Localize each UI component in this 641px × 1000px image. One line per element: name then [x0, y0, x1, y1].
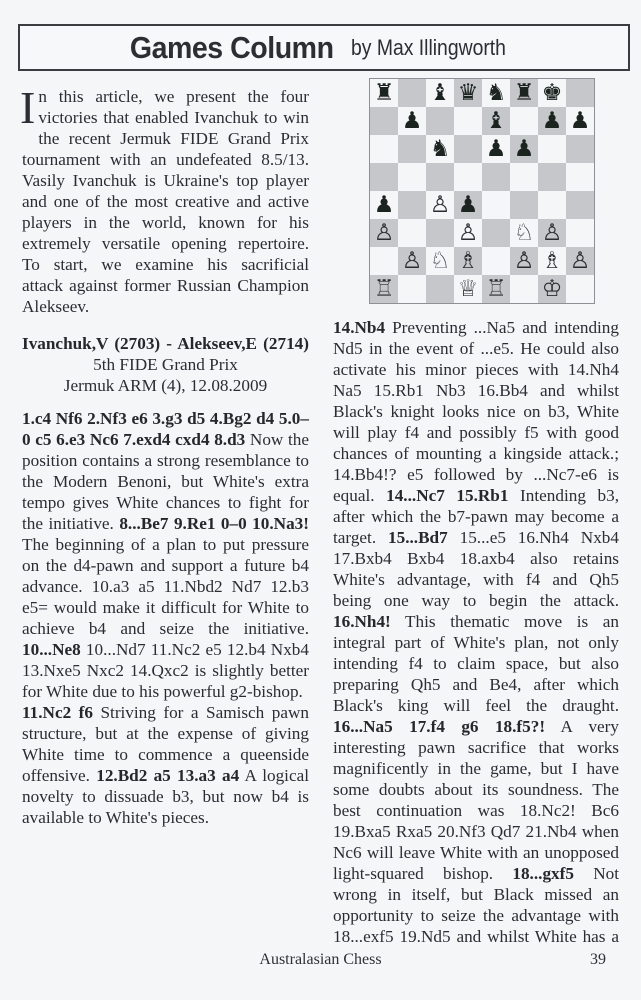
move-notation: 18...gxf5 [512, 864, 574, 883]
square-g5 [538, 163, 566, 191]
square-e2 [482, 247, 510, 275]
commentary-text: integral part of White's plan, not only [333, 633, 619, 652]
intro-line: extremely versatile opening repertoire. [22, 234, 309, 253]
square-b7 [398, 107, 426, 135]
white-bishop-icon: ♗ [541, 248, 563, 274]
commentary-text: Not [573, 864, 619, 883]
commentary-text: achieve b4 and seize the initiative. [22, 619, 309, 638]
black-pawn-icon: ♟ [541, 108, 563, 134]
square-c4 [426, 191, 454, 219]
commentary-text: A logical [239, 766, 309, 785]
square-g2 [538, 247, 566, 275]
square-a4 [370, 191, 398, 219]
square-b8 [398, 79, 426, 107]
move-notation: 0 c5 6.e3 Nc6 7.exd4 cxd4 8.d3 [22, 430, 246, 449]
text-line [333, 716, 619, 737]
square-c2 [426, 247, 454, 275]
commentary-text: structure, but at the expense of giving [22, 724, 309, 743]
black-knight-icon: ♞ [429, 136, 451, 162]
square-d4 [454, 191, 482, 219]
square-f6 [510, 135, 538, 163]
text-line [333, 842, 619, 863]
text-line [333, 695, 619, 716]
move-notation: 16...Na5 17.f4 g6 18.f5?! [333, 717, 546, 736]
black-king-icon: ♚ [541, 80, 563, 106]
text-line [22, 807, 309, 828]
commentary-text: Nd5 in the event of ...e5. He could also [333, 339, 619, 358]
intro-line: n this article, we present the four [38, 87, 309, 106]
drop-cap: I [20, 82, 36, 133]
square-g7 [538, 107, 566, 135]
text-line [22, 492, 309, 513]
commentary-text: e5= would make it difficult for White to [22, 598, 309, 617]
text-line [333, 863, 619, 884]
text-line [22, 534, 309, 555]
square-a3 [370, 219, 398, 247]
text-line [333, 590, 619, 611]
commentary-text: interesting pawn sacrifice that works [333, 738, 619, 757]
text-line [333, 653, 619, 674]
commentary-text: the Modern Benoni, but White's extra [22, 472, 309, 491]
commentary-text: for White due to his powerful g2-bishop. [22, 682, 303, 701]
commentary-text: opportunity to seize the advantage with [333, 906, 619, 925]
game-site-date: Jermuk ARM (4), 12.08.2009 [63, 376, 268, 395]
text-line [333, 821, 619, 842]
square-h6 [566, 135, 594, 163]
text-line [333, 506, 619, 527]
intro-line: victories that enabled Ivanchuk to win [38, 108, 309, 127]
white-pawn-icon: ♙ [541, 220, 563, 246]
white-pawn-icon: ♙ [569, 248, 591, 274]
commentary-text: 15...e5 16.Nh4 Nxb4 [447, 528, 619, 547]
black-bishop-icon: ♝ [485, 108, 507, 134]
square-h8 [566, 79, 594, 107]
white-knight-icon: ♘ [429, 248, 451, 274]
chess-diagram [369, 78, 595, 304]
square-f5 [510, 163, 538, 191]
square-g6 [538, 135, 566, 163]
square-c8 [426, 79, 454, 107]
text-line [333, 401, 619, 422]
text-line [333, 926, 619, 947]
intro-line: Alekseev. [22, 297, 90, 316]
move-notation: 11.Nc2 f6 [22, 703, 93, 722]
white-pawn-icon: ♙ [429, 192, 451, 218]
commentary-text: White time to commence a queenside [22, 745, 309, 764]
text-line [22, 786, 309, 807]
commentary-text: being one way to begin the attack. [333, 591, 619, 610]
text-line [333, 317, 619, 338]
commentary-text: 14.Bb4!? e5 followed by ...Nc7-e6 is [333, 465, 619, 484]
text-line [333, 485, 619, 506]
commentary-text: 13.Nxe5 Nxc2 14.Qxc2 is slightly better [22, 661, 309, 680]
black-bishop-icon: ♝ [429, 80, 451, 106]
commentary-text: Intending b3, [508, 486, 619, 505]
commentary-text: Na5 15.Rb1 Nb3 16.Bb4 and whilst [333, 381, 619, 400]
white-rook-icon: ♖ [373, 276, 395, 302]
commentary-text: Preventing ...Na5 and intending [385, 318, 619, 337]
commentary-text: intending f4 to claim space, but also [333, 654, 619, 673]
commentary-text: best continuation was 18.Nc2! Bc6 [333, 801, 619, 820]
square-e7 [482, 107, 510, 135]
intro-line: To start, we examine his sacrificial [22, 255, 309, 274]
commentary-text: offensive. [22, 766, 97, 785]
white-knight-icon: ♘ [513, 220, 535, 246]
square-d5 [454, 163, 482, 191]
intro-line: the recent Jermuk FIDE Grand Prix [38, 129, 309, 148]
text-line [333, 884, 619, 905]
commentary-text: equal. [333, 486, 387, 505]
square-d7 [454, 107, 482, 135]
black-pawn-icon: ♟ [401, 108, 423, 134]
commentary-text: advance. 10.a3 a5 11.Nbd2 Nd7 12.b3 [22, 577, 309, 596]
square-d1 [454, 275, 482, 303]
square-f8 [510, 79, 538, 107]
move-notation: 14...Nc7 15.Rb1 [386, 486, 509, 505]
footer-publication: Australasian Chess [259, 951, 382, 968]
text-line [22, 723, 309, 744]
white-pawn-icon: ♙ [457, 220, 479, 246]
square-c1 [426, 275, 454, 303]
text-line [22, 450, 309, 471]
black-queen-icon: ♛ [457, 80, 479, 106]
commentary-text: Nc6 will leave White with an unopposed [333, 843, 619, 862]
text-line [333, 443, 619, 464]
text-line [22, 639, 309, 660]
square-c7 [426, 107, 454, 135]
left-column-text [22, 408, 309, 828]
commentary-text: preparing Qh5 and Be4, after which [333, 675, 619, 694]
square-a7 [370, 107, 398, 135]
text-line [333, 338, 619, 359]
black-pawn-icon: ♟ [569, 108, 591, 134]
move-notation: 8...Be7 9.Re1 0–0 10.Na3! [119, 514, 309, 533]
text-line [333, 359, 619, 380]
black-pawn-icon: ♟ [373, 192, 395, 218]
text-line [333, 905, 619, 926]
text-line [333, 800, 619, 821]
text-line [333, 548, 619, 569]
right-column-text [333, 317, 619, 947]
white-pawn-icon: ♙ [401, 248, 423, 274]
commentary-text: after which the b7-pawn may become a [333, 507, 619, 526]
square-b4 [398, 191, 426, 219]
intro-line: Vasily Ivanchuk is Ukraine's top player [22, 171, 309, 190]
text-line [333, 527, 619, 548]
text-line [333, 632, 619, 653]
text-line [22, 555, 309, 576]
commentary-text: on the d4-pawn and support a future b4 [22, 556, 309, 575]
commentary-text: The beginning of a plan to put pressure [22, 535, 309, 554]
square-e8 [482, 79, 510, 107]
author-byline: by Max Illingworth [350, 34, 506, 60]
square-b1 [398, 275, 426, 303]
move-notation: 16.Nh4! [333, 612, 391, 631]
square-c6 [426, 135, 454, 163]
white-pawn-icon: ♙ [513, 248, 535, 274]
commentary-text: activate his minor pieces with 14.Nh4 [333, 360, 619, 379]
square-f2 [510, 247, 538, 275]
text-line [333, 674, 619, 695]
commentary-text: This thematic move is an [390, 612, 619, 631]
commentary-text: some doubts about its soundness. The [333, 780, 619, 799]
square-b6 [398, 135, 426, 163]
game-heading [22, 333, 309, 396]
square-e4 [482, 191, 510, 219]
text-line [22, 429, 309, 450]
square-e1 [482, 275, 510, 303]
square-e5 [482, 163, 510, 191]
commentary-text: available to White's pieces. [22, 808, 209, 827]
text-line [333, 464, 619, 485]
text-line [22, 408, 309, 429]
white-king-icon: ♔ [541, 276, 563, 302]
column-header [18, 24, 630, 71]
square-e3 [482, 219, 510, 247]
commentary-text: position contains a strong resemblance to [22, 451, 309, 470]
black-rook-icon: ♜ [513, 80, 535, 106]
commentary-text: A very [545, 717, 619, 736]
commentary-text: 19.Bxa5 Rxa5 20.Nf3 Qd7 21.Nb4 when [333, 822, 619, 841]
commentary-text: target. [333, 528, 389, 547]
square-h1 [566, 275, 594, 303]
text-line [333, 569, 619, 590]
black-rook-icon: ♜ [373, 80, 395, 106]
square-b2 [398, 247, 426, 275]
square-a1 [370, 275, 398, 303]
square-c3 [426, 219, 454, 247]
text-line [22, 513, 309, 534]
commentary-text: magnificently in the game, but I have [333, 759, 619, 778]
move-notation: 10...Ne8 [22, 640, 81, 659]
commentary-text: tempo gives White chances to fight for [22, 493, 309, 512]
commentary-text: Striving for a Samisch pawn [92, 703, 309, 722]
square-c5 [426, 163, 454, 191]
intro-line: players in the world, known for his [22, 213, 309, 232]
square-g4 [538, 191, 566, 219]
square-a8 [370, 79, 398, 107]
text-line [333, 737, 619, 758]
commentary-text: White's advantage, with f4 and Qh5 [333, 570, 619, 589]
black-knight-icon: ♞ [485, 80, 507, 106]
commentary-text: the initiative. [22, 514, 120, 533]
text-line [22, 681, 309, 702]
text-line [22, 597, 309, 618]
commentary-text: 17.Bxb4 Bxb4 18.axb4 also retains [333, 549, 619, 568]
square-h5 [566, 163, 594, 191]
white-pawn-icon: ♙ [373, 220, 395, 246]
square-h7 [566, 107, 594, 135]
square-f1 [510, 275, 538, 303]
text-line [22, 765, 309, 786]
commentary-text: Black's king will feel the draught. [333, 696, 619, 715]
commentary-text: Now the [245, 430, 309, 449]
text-line [22, 618, 309, 639]
move-notation: 1.c4 Nf6 2.Nf3 e6 3.g3 d5 4.Bg2 d4 5.0– [22, 409, 309, 428]
square-f4 [510, 191, 538, 219]
commentary-text: will play f4 and possibly f5 with good [333, 423, 619, 442]
page-number: 39 [590, 951, 606, 968]
column-title: Games Column [130, 29, 334, 65]
square-h4 [566, 191, 594, 219]
black-pawn-icon: ♟ [485, 136, 507, 162]
commentary-text: wrong in itself, but Black missed an [333, 885, 619, 904]
commentary-text: light-squared bishop. [333, 864, 513, 883]
square-d2 [454, 247, 482, 275]
move-notation: 12.Bd2 a5 13.a3 a4 [96, 766, 240, 785]
text-line [22, 471, 309, 492]
commentary-text: 10...Nd7 11.Nc2 e5 12.b4 Nxb4 [80, 640, 309, 659]
text-line [22, 660, 309, 681]
black-pawn-icon: ♟ [513, 136, 535, 162]
square-g1 [538, 275, 566, 303]
text-line [333, 380, 619, 401]
commentary-text: 18...exf5 19.Nd5 and whilst White has a [333, 927, 619, 946]
square-b3 [398, 219, 426, 247]
text-line [22, 744, 309, 765]
square-d6 [454, 135, 482, 163]
square-d3 [454, 219, 482, 247]
square-f3 [510, 219, 538, 247]
square-a2 [370, 247, 398, 275]
commentary-text: Black's knight looks nice on b3, White [333, 402, 619, 421]
move-notation: 14.Nb4 [333, 318, 386, 337]
square-g8 [538, 79, 566, 107]
square-h3 [566, 219, 594, 247]
text-line [333, 422, 619, 443]
square-a6 [370, 135, 398, 163]
square-b5 [398, 163, 426, 191]
text-line [333, 611, 619, 632]
square-h2 [566, 247, 594, 275]
intro-line: tournament with an undefeated 8.5/13. [22, 150, 309, 169]
move-notation: 15...Bd7 [388, 528, 448, 547]
square-g3 [538, 219, 566, 247]
white-queen-icon: ♕ [457, 276, 479, 302]
square-f7 [510, 107, 538, 135]
intro-line: attack against former Russian Champion [22, 276, 309, 295]
text-line [333, 779, 619, 800]
intro-line: and one of the most creative and active [22, 192, 309, 211]
game-event: 5th FIDE Grand Prix [93, 355, 238, 374]
square-a5 [370, 163, 398, 191]
text-line [22, 702, 309, 723]
text-line [333, 758, 619, 779]
black-pawn-icon: ♟ [457, 192, 479, 218]
square-e6 [482, 135, 510, 163]
commentary-text: chances of mounting a kingside attack.; [333, 444, 619, 463]
text-line [22, 576, 309, 597]
intro-paragraph [20, 82, 309, 317]
commentary-text: novelty to dissuade b3, but now b4 is [22, 787, 309, 806]
white-rook-icon: ♖ [485, 276, 507, 302]
square-d8 [454, 79, 482, 107]
white-bishop-icon: ♗ [457, 248, 479, 274]
game-players: Ivanchuk,V (2703) - Alekseev,E (2714) [22, 334, 309, 353]
